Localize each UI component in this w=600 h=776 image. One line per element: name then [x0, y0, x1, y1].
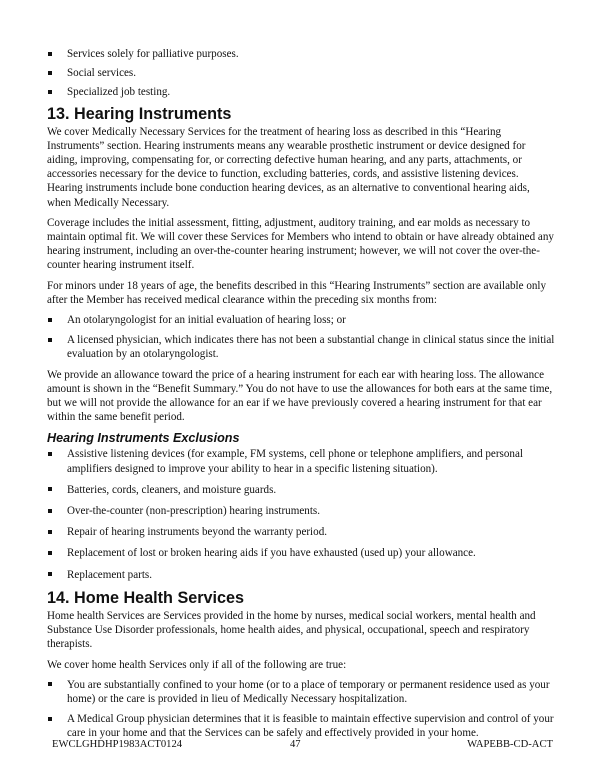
- list-item: Specialized job testing.: [47, 85, 555, 99]
- section-heading-hearing-instruments: 13. Hearing Instruments: [47, 104, 232, 123]
- page-footer: [52, 738, 553, 752]
- hearing-exclusions-list: [47, 447, 555, 581]
- plan-code: WAPEBB-CD-ACT: [467, 739, 553, 750]
- minors-clearance-list: [47, 313, 555, 362]
- list-item: Replacement parts.: [47, 568, 555, 582]
- list-item: Repair of hearing instruments beyond the warranty period.: [47, 525, 555, 539]
- document-code: EWCLGHDHP1983ACT0124: [52, 739, 183, 750]
- list-item: Assistive listening devices (for example, FM systems, cell phone or telephone amplifiers, and personal amplifiers designed to improve your ability to hear in a specific listening situation).: [47, 447, 555, 475]
- paragraph: Coverage includes the initial assessment, fitting, adjustment, auditory training, and ear molds as necessary to maintain optimal fit. We will cover these Services for Members who intend to obtain or have already obtained any hearing instrument, including an over-the-counter hearing instrument; however, we will not cover the over-the-counter hearing instrument itself.: [47, 216, 554, 272]
- list-item: Social services.: [47, 66, 555, 80]
- list-item: Over-the-counter (non-prescription) hearing instruments.: [47, 504, 555, 518]
- paragraph: Home health Services are Services provided in the home by nurses, medical social workers, mental health and Substance Use Disorder professionals, home health aides, and physical, occupational, speech and respiratory therapists.: [47, 609, 536, 651]
- palliative-exclusions-list: [47, 47, 555, 100]
- paragraph: We provide an allowance toward the price of a hearing instrument for each ear with hearing loss. The allowance amount is shown in the “Benefit Summary.” You do not have to use the allowances for both ears at the same time, but we will not provide the allowance for an ear if we have previously covered a hearing instrument for that ear within the same benefit period.: [47, 368, 553, 424]
- list-item: Services solely for palliative purposes.: [47, 47, 555, 61]
- list-item: Batteries, cords, cleaners, and moisture guards.: [47, 483, 555, 497]
- page-number: 47: [290, 739, 301, 750]
- list-item: Replacement of lost or broken hearing aids if you have exhausted (used up) your allowance.: [47, 546, 555, 560]
- document-body: [47, 47, 555, 747]
- list-item: An otolaryngologist for an initial evaluation of hearing loss; or: [47, 313, 555, 327]
- home-health-conditions-list: [47, 678, 555, 741]
- list-item: A Medical Group physician determines that it is feasible to maintain effective supervision and control of your care in your home and that the Services can be safely and effectively provided in your home.: [47, 712, 555, 740]
- section-heading-home-health: 14. Home Health Services: [47, 588, 245, 607]
- paragraph: For minors under 18 years of age, the benefits described in this “Hearing Instruments” section are available only after the Member has received medical clearance within the preceding six months from:: [47, 279, 547, 306]
- paragraph: We cover home health Services only if all of the following are true:: [47, 658, 347, 671]
- subheading-hearing-exclusions: Hearing Instruments Exclusions: [47, 431, 240, 446]
- list-item: A licensed physician, which indicates there has not been a substantial change in clinical status since the initial evaluation by an otolaryngologist.: [47, 333, 555, 361]
- paragraph: We cover Medically Necessary Services for the treatment of hearing loss as described in this “Hearing Instruments” section. Hearing instruments means any wearable prosthetic instrument or device designed for aiding, improving, compensating for, or correcting defective human hearing, and any parts, attachments, or accessories necessary for the device to function, excluding batteries, cords, and assistive listening devices. Hearing instruments include bone conduction hearing devices, as an alternative to conventional hearing aids, when Medically Necessary.: [47, 125, 530, 209]
- list-item: You are substantially confined to your home (or to a place of temporary or permanent residence used as your home) or the care is provided in lieu of Medically Necessary hospitalization.: [47, 678, 555, 706]
